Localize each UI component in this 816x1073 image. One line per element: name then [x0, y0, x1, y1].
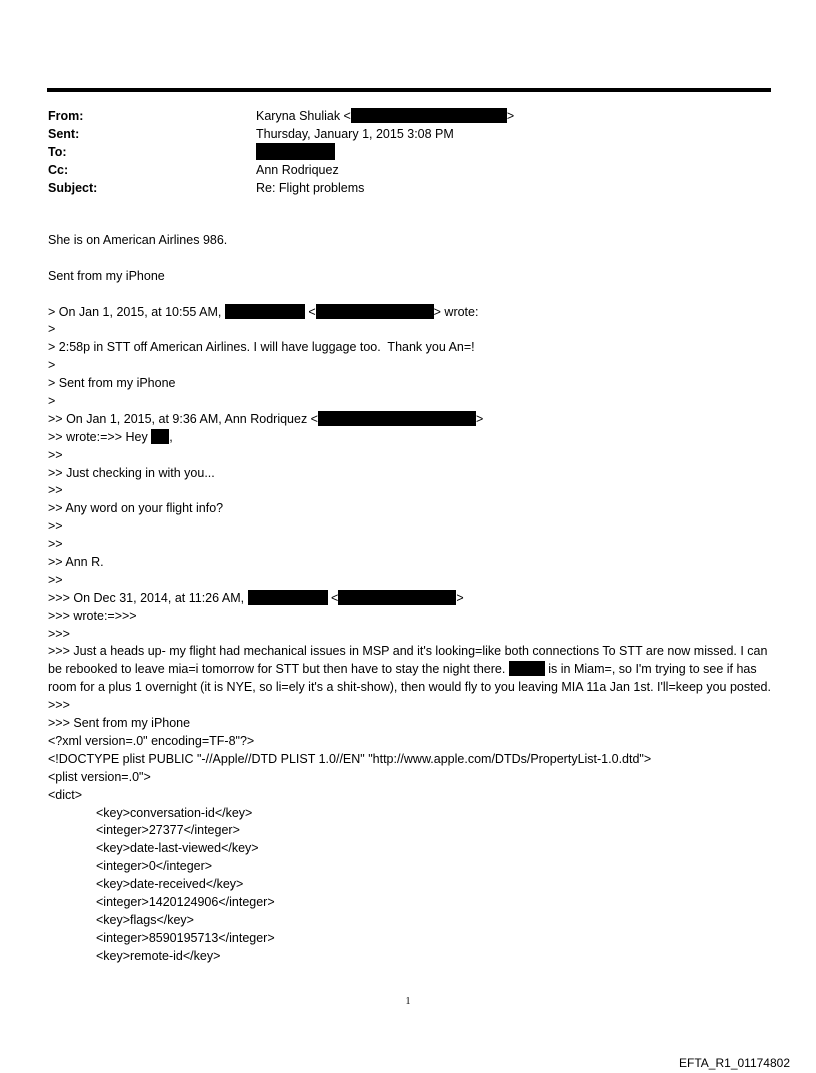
redaction-block — [351, 108, 507, 123]
body-line: > — [48, 394, 56, 409]
quote-text: < — [304, 304, 316, 319]
xml-line: <key>date-received</key> — [96, 877, 244, 892]
quote-text: > — [475, 411, 484, 426]
body-line: >>> Sent from my iPhone — [48, 716, 191, 731]
sent-label: Sent: — [48, 127, 80, 141]
quote-text: > wrote: — [433, 304, 479, 319]
body-line: > — [48, 358, 56, 373]
redaction-block — [256, 143, 335, 160]
quote-text: > On Jan 1, 2015, at 10:55 AM, — [48, 304, 225, 319]
header-rule — [47, 88, 771, 92]
redaction-block — [316, 304, 434, 319]
body-line: >>> — [48, 698, 70, 713]
redaction-block — [151, 429, 169, 444]
redaction-block — [248, 590, 328, 605]
quote-text: >>> On Dec 31, 2014, at 11:26 AM, — [48, 590, 248, 605]
body-line: >> — [48, 572, 63, 587]
body-line: >> Any word on your flight info? — [48, 501, 224, 516]
body-line: >> — [48, 483, 63, 498]
quote-header-line — [48, 590, 778, 608]
redaction-block — [509, 661, 545, 676]
xml-line: <dict> — [48, 787, 83, 802]
xml-line: <key>conversation-id</key> — [96, 805, 253, 820]
quote-header-line — [48, 304, 778, 322]
from-label: From: — [48, 109, 84, 123]
redaction-block — [225, 304, 305, 319]
xml-line: <integer>27377</integer> — [96, 823, 240, 838]
body-line: >> — [48, 447, 63, 462]
subject-value: Re: Flight problems — [256, 181, 365, 195]
to-label: To: — [48, 145, 67, 159]
xml-line: <key>flags</key> — [96, 912, 194, 927]
document-stamp: EFTA_R1_01174802 — [679, 1056, 790, 1070]
quote-text: < — [327, 590, 339, 605]
xml-line: <key>remote-id</key> — [96, 948, 221, 963]
subject-label: Subject: — [48, 181, 98, 195]
body-line: > Sent from my iPhone — [48, 376, 176, 391]
message-body — [48, 232, 778, 966]
quote-text: >> On Jan 1, 2015, at 9:36 AM, Ann Rodriquez < — [48, 411, 318, 426]
blank-line — [48, 250, 778, 268]
quote-text: >>> Just a heads up- my flight had mechanical issues in MSP and it's looking=like both connections To STT are now missed. I can be rebooked to leave mia=i tomorrow for STT but then have to stay the night there. — [48, 644, 768, 677]
redaction-block — [338, 590, 456, 605]
from-value — [256, 107, 514, 125]
to-value — [256, 143, 335, 162]
quote-header-line — [48, 411, 778, 429]
redaction-block — [318, 411, 476, 426]
page-number: 1 — [405, 996, 411, 1007]
quote-text: > — [456, 590, 464, 605]
quote-text: , — [169, 429, 173, 444]
quote-paragraph — [48, 643, 778, 697]
xml-line: <integer>0</integer> — [96, 859, 213, 874]
xml-line: <?xml version=.0" encoding=TF-8"?> — [48, 733, 255, 748]
quote-text: >> wrote:=>> Hey — [48, 429, 152, 444]
from-suffix: > — [506, 109, 515, 123]
quote-text: is in Miam=, so I'm trying to see if has room for a plus 1 overnight (it is NYE, so li=ely it's a shit-show), then would fly to you leaving MIA 11a Jan 1st. I'll=keep you posted. — [48, 662, 771, 695]
body-line: >> — [48, 519, 63, 534]
xml-line: <plist version=.0"> — [48, 769, 151, 784]
body-line: >>> — [48, 626, 70, 641]
body-line: She is on American Airlines 986. — [48, 233, 228, 247]
body-line: >>> wrote:=>>> — [48, 608, 137, 623]
body-line: >> Just checking in with you... — [48, 465, 215, 480]
body-line: > — [48, 322, 56, 337]
blank-line — [48, 286, 778, 304]
sent-value: Thursday, January 1, 2015 3:08 PM — [256, 127, 454, 141]
body-line: > 2:58p in STT off American Airlines. I will have luggage too. Thank you An=! — [48, 340, 475, 355]
cc-label: Cc: — [48, 163, 69, 177]
body-line: >> — [48, 537, 63, 552]
xml-line: <integer>1420124906</integer> — [96, 895, 275, 909]
from-name: Karyna Shuliak < — [256, 109, 351, 123]
cc-value: Ann Rodriquez — [256, 163, 339, 177]
xml-line: <key>date-last-viewed</key> — [96, 841, 259, 856]
xml-line: <integer>8590195713</integer> — [96, 930, 275, 945]
quote-line — [48, 429, 778, 447]
body-line: >> Ann R. — [48, 555, 104, 570]
body-line: Sent from my iPhone — [48, 268, 165, 283]
xml-line: <!DOCTYPE plist PUBLIC "-//Apple//DTD PLIST 1.0//EN" "http://www.apple.com/DTDs/PropertyList-1.0.dtd"> — [48, 751, 652, 766]
